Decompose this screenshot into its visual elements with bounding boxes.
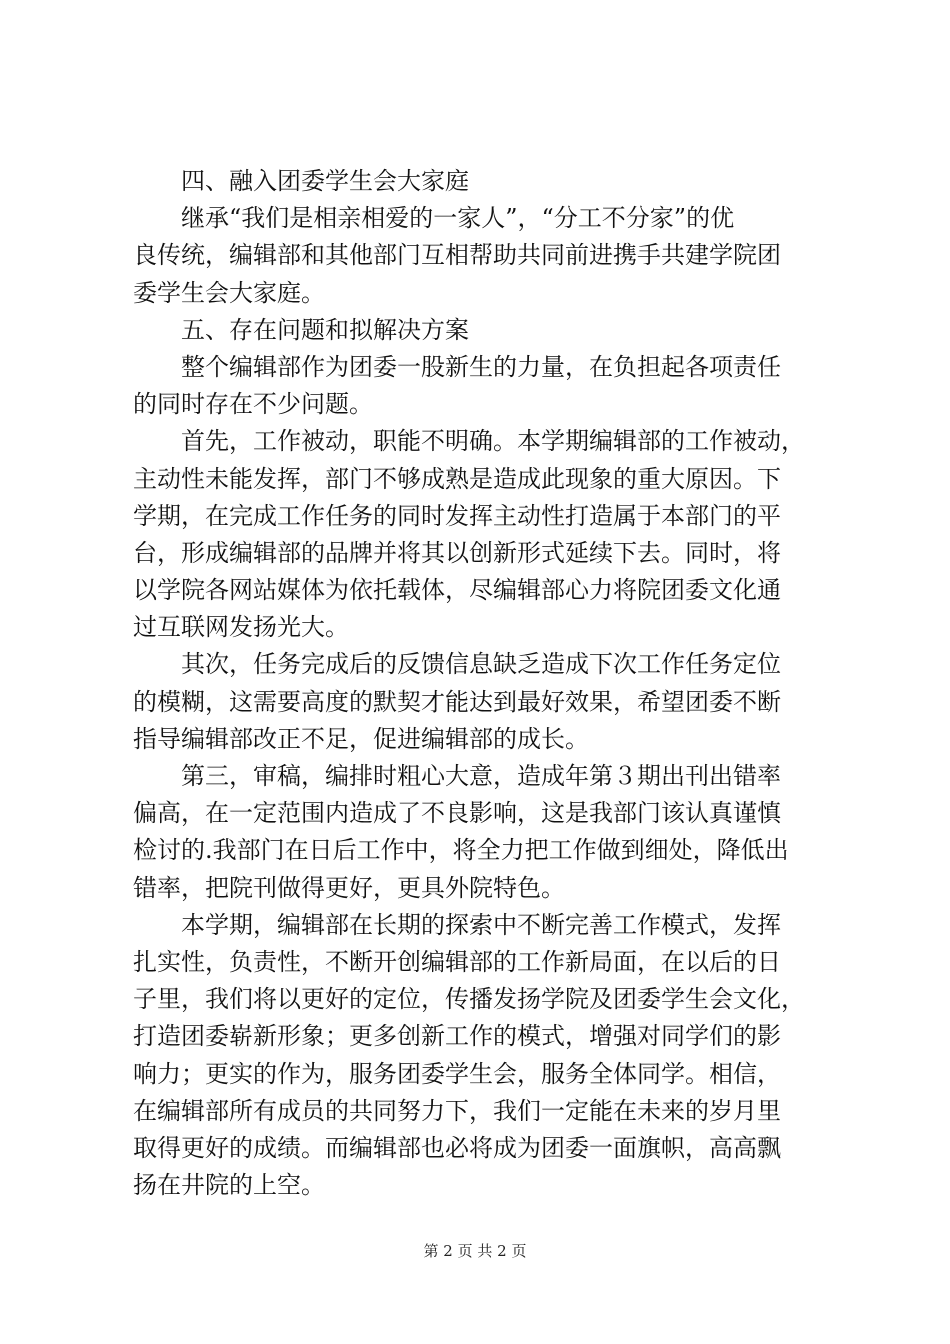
text-line: 第三，审稿，编排时粗心大意，造成年第３期出刊出错率: [133, 762, 781, 790]
text-line: 扎实性，负责性，不断开创编辑部的工作新局面，在以后的日: [133, 947, 781, 976]
text-line: 继承“我们是相亲相爱的一家人”，“分工不分家”的优: [133, 204, 735, 233]
text-line: 偏高，在一定范围内造成了不良影响，这是我部门该认真谨慎: [133, 799, 781, 828]
text-line: 首先，工作被动，职能不明确。本学期编辑部的工作被动，: [133, 427, 805, 456]
text-line: 其次，任务完成后的反馈信息缺乏造成下次工作任务定位: [133, 650, 781, 679]
page-number: 第 2 页 共 2 页: [423, 1242, 527, 1260]
text-line: 良传统，编辑部和其他部门互相帮助共同前进携手共建学院团: [133, 241, 781, 270]
text-line: 扬在井院的上空。: [133, 1171, 325, 1200]
text-line: 的模糊，这需要高度的默契才能达到最好效果，希望团委不断: [133, 687, 781, 716]
text-line: 委学生会大家庭。: [133, 278, 325, 307]
text-line: 本学期，编辑部在长期的探索中不断完善工作模式，发挥: [133, 910, 781, 939]
text-line: 取得更好的成绩。而编辑部也必将成为团委一面旗帜，高高飘: [133, 1133, 781, 1162]
page-footer: [0, 1240, 950, 1261]
document-body: [133, 163, 830, 1204]
text-line: 的同时存在不少问题。: [133, 390, 373, 419]
text-line: 在编辑部所有成员的共同努力下，我们一定能在未来的岁月里: [133, 1096, 781, 1125]
text-line: 错率，把院刊做得更好，更具外院特色。: [133, 873, 565, 902]
text-line: 打造团委崭新形象；更多创新工作的模式，增强对同学们的影: [133, 1022, 781, 1051]
text-line: 过互联网发扬光大。: [133, 613, 349, 642]
text-line: 检讨的.我部门在日后工作中，将全力把工作做到细处，降低出: [133, 836, 789, 865]
text-line: 台，形成编辑部的品牌并将其以创新形式延续下去。同时，将: [133, 538, 781, 567]
text-line: 整个编辑部作为团委一股新生的力量，在负担起各项责任: [133, 352, 781, 381]
text-line: 主动性未能发挥，部门不够成熟是造成此现象的重大原因。下: [133, 464, 781, 493]
text-line: 四、融入团委学生会大家庭: [133, 167, 469, 195]
text-line: 学期，在完成工作任务的同时发挥主动性打造属于本部门的平: [133, 501, 781, 530]
text-line: 五、存在问题和拟解决方案: [133, 315, 469, 344]
text-line: 子里，我们将以更好的定位，传播发扬学院及团委学生会文化，: [133, 985, 805, 1014]
text-line: 响力；更实的作为，服务团委学生会，服务全体同学。相信，: [133, 1059, 781, 1088]
text-line: 以学院各网站媒体为依托载体，尽编辑部心力将院团委文化通: [133, 576, 781, 605]
text-line: 指导编辑部改正不足，促进编辑部的成长。: [133, 724, 589, 753]
